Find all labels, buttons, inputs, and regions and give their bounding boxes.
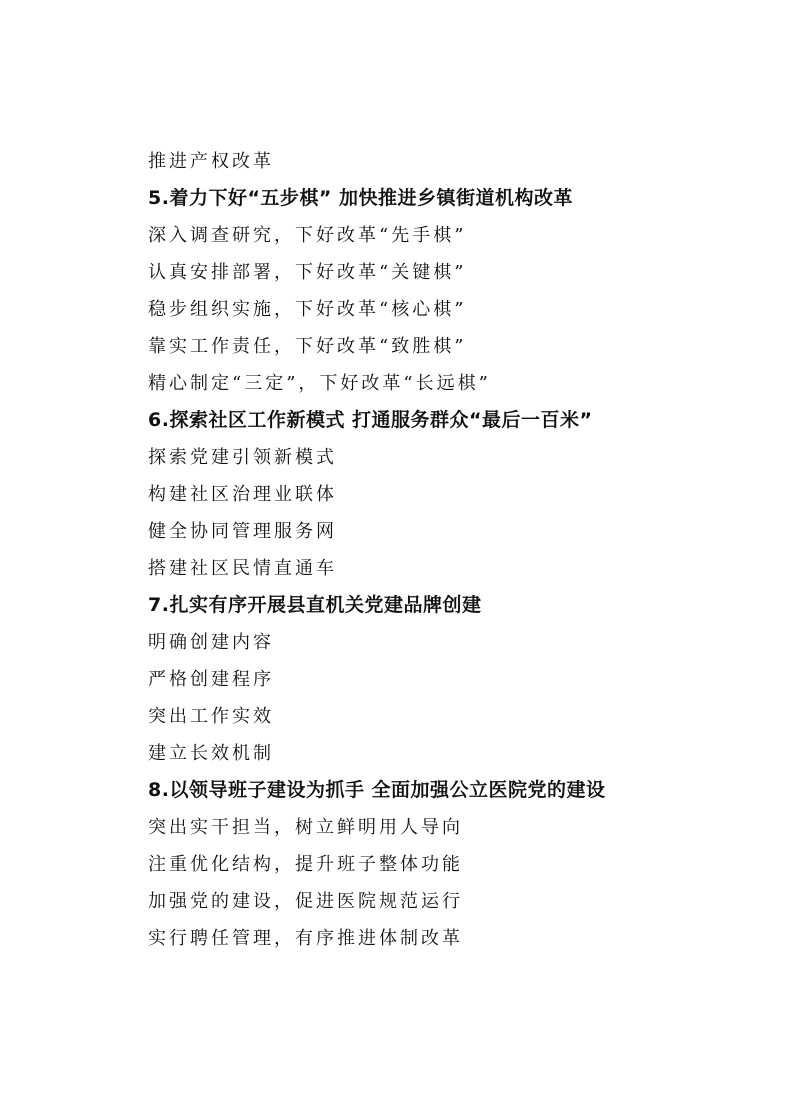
list-item: 明确创建内容 xyxy=(148,632,274,653)
section-heading-8: 8.以领导班子建设为抓手 全面加强公立医院党的建设 xyxy=(148,779,606,801)
list-item: 严格创建程序 xyxy=(148,669,274,690)
list-item: 精心制定“三定”，下好改革“长远棋” xyxy=(148,373,491,394)
section-heading-5: 5.着力下好“五步棋” 加快推进乡镇街道机构改革 xyxy=(148,187,574,209)
list-item: 突出实干担当，树立鲜明用人导向 xyxy=(148,817,463,838)
list-item: 构建社区治理业联体 xyxy=(148,484,337,505)
list-item: 注重优化结构，提升班子整体功能 xyxy=(148,854,463,875)
document-body xyxy=(148,143,748,957)
list-item: 实行聘任管理，有序推进体制改革 xyxy=(148,928,463,949)
list-item: 靠实工作责任，下好改革“致胜棋” xyxy=(148,336,467,357)
section-heading-7: 7.扎实有序开展县直机关党建品牌创建 xyxy=(148,594,482,616)
section-heading-6: 6.探索社区工作新模式 打通服务群众“最后一百米” xyxy=(148,409,593,431)
list-item: 突出工作实效 xyxy=(148,706,274,727)
list-item: 加强党的建设，促进医院规范运行 xyxy=(148,891,463,912)
list-item: 推进产权改革 xyxy=(148,151,274,172)
list-item: 健全协同管理服务网 xyxy=(148,521,337,542)
list-item: 建立长效机制 xyxy=(148,743,274,764)
list-item: 深入调查研究，下好改革“先手棋” xyxy=(148,225,467,246)
list-item: 认真安排部署，下好改革“关键棋” xyxy=(148,262,467,283)
list-item: 稳步组织实施，下好改革“核心棋” xyxy=(148,299,467,320)
list-item: 探索党建引领新模式 xyxy=(148,447,337,468)
list-item: 搭建社区民情直通车 xyxy=(148,558,337,579)
